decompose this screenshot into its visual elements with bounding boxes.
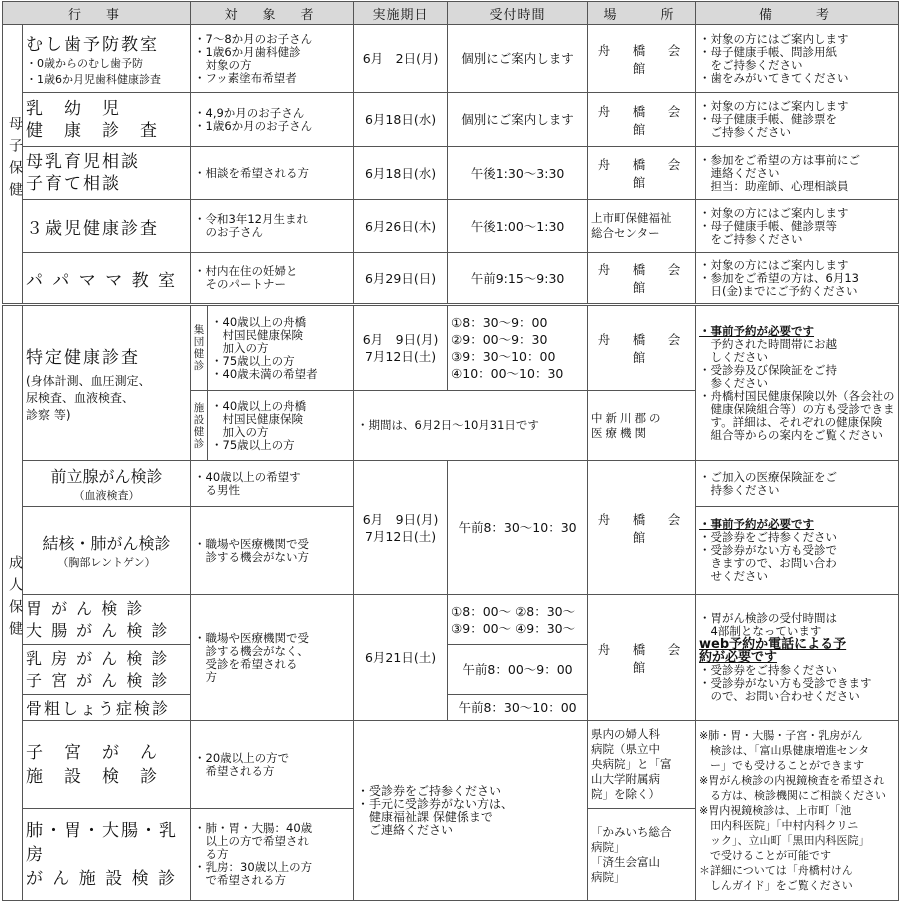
event-cell: ３歳児健康診査 — [23, 200, 191, 253]
target-cell: ・職場や医療機関で受 診する機会がなく、 受診を希望される 方 — [191, 595, 354, 721]
event-cell: 結核・肺がん検診 （胸部レントゲン） — [23, 507, 191, 595]
note-cell: ・事前予約が必要です 予約された時間帯にお越 しください ・受診券及び保険証をご持 参ください ・舟橋村国民健康保険以外（各会社の 健康保険組合等）の方も受診できま す。詳細は、それぞれの健康保険 組合等からの案内をご覧ください — [696, 305, 899, 461]
place-cell: 舟 橋 会 館 — [588, 253, 696, 305]
date-cell: 6月18日(水) — [354, 147, 448, 200]
table-row — [3, 461, 899, 507]
section-adult: 成人保健 — [3, 305, 23, 901]
target-cell: ・40歳以上の舟橋 村国民健康保険 加入の方 ・75歳以上の方 — [208, 391, 354, 461]
target-cell: ・職場や医療機関で受 診する機会がない方 — [191, 507, 354, 595]
place-cell: 中新川郡の 医療機関 — [588, 391, 696, 461]
date-cell: 6月21日(土) — [354, 595, 448, 721]
place-cell: 「かみいち総合 病院」 「済生会富山 病院」 — [588, 809, 696, 901]
event-cell: 特定健康診査 (身体計測、血圧測定、 尿検査、血液検査、 診察 等) — [23, 305, 191, 461]
table-row — [3, 25, 899, 93]
date-cell: 6月 2日(月) — [354, 25, 448, 93]
table-row — [3, 721, 899, 809]
date-cell: 6月29日(日) — [354, 253, 448, 305]
note-cell: ・対象の方にはご案内します ・母子健康手帳、健診票を ご持参ください — [696, 93, 899, 147]
table-row — [3, 147, 899, 200]
event-cell: パ パ マ マ 教 室 — [23, 253, 191, 305]
time-cell: ①8：00～ ②8：30～ ③9：00～ ④9：30～ — [448, 595, 588, 645]
schedule-table — [2, 1, 899, 901]
event-cell: 乳 房 が ん 検 診 子 宮 が ん 検 診 — [23, 645, 191, 695]
event-cell: 前立腺がん検診 （血液検査） — [23, 461, 191, 507]
note-cell: ・事前予約が必要です ・受診券をご持参ください ・受診券がない方も受診で きますので、お問い合わ せください — [696, 507, 899, 595]
note-cell: ・対象の方にはご案内します ・母子健康手帳、問診用紙 をご持参ください ・歯をみがいてきてください — [696, 25, 899, 93]
target-cell: ・令和3年12月生まれ のお子さん — [191, 200, 354, 253]
event-cell: 子 宮 が ん 施 設 検 診 — [23, 721, 191, 809]
note-cell: ・ご加入の医療保険証をご 持参ください — [696, 461, 899, 507]
header-note: 備 考 — [696, 2, 899, 25]
time-cell: 個別にご案内します — [448, 25, 588, 93]
note-cell: ・胃がん検診の受付時間は 4部制となっています web予約か電話による予 約が必要です ・受診券をご持参ください ・受診券がない方も受診できます ので、お問い合わせください — [696, 595, 899, 721]
event-cell: むし歯予防教室 ・0歳からのむし歯予防 ・1歳6か月児歯科健康診査 — [23, 25, 191, 93]
target-cell: ・40歳以上の舟橋 村国民健康保険 加入の方 ・75歳以上の方 ・40歳未満の希望者 — [208, 305, 354, 391]
time-cell: 午前8：30～10：30 — [448, 461, 588, 595]
target-cell: ・相談を希望される方 — [191, 147, 354, 200]
target-cell: ・村内在住の妊婦と そのパートナー — [191, 253, 354, 305]
event-cell: 乳 幼 児 健 康 診 査 — [23, 93, 191, 147]
target-cell: ・20歳以上の方で 希望される方 — [191, 721, 354, 809]
place-cell: 舟 橋 会 館 — [588, 305, 696, 391]
table-row — [3, 200, 899, 253]
date-cell: 6月 9日(月) 7月12日(土) — [354, 461, 448, 595]
place-cell: 舟 橋 会 館 — [588, 595, 696, 721]
target-cell: ・4,9か月のお子さん ・1歳6か月のお子さん — [191, 93, 354, 147]
note-cell: ・参加をご希望の方は事前にご 連絡ください 担当：助産師、心理相談員 — [696, 147, 899, 200]
event-cell: 母乳育児相談 子育て相談 — [23, 147, 191, 200]
target-cell: ・肺・胃・大腸：40歳 以上の方で希望され る方 ・乳房：30歳以上の方 で希望される方 — [191, 809, 354, 901]
place-cell: 上市町保健福祉 総合センター — [588, 200, 696, 253]
target-cell: ・7～8か月のお子さん ・1歳6か月歯科健診 対象の方 ・フッ素塗布希望者 — [191, 25, 354, 93]
event-cell: 肺・胃・大腸・乳房 が ん 施 設 検 診 — [23, 809, 191, 901]
header-row — [3, 2, 899, 25]
header-event: 行 事 — [3, 2, 191, 25]
time-cell: 午前8：30～10：00 — [448, 695, 588, 721]
place-cell: 県内の婦人科 病院（県立中 央病院」と「富 山大学附属病 院」を除く） — [588, 721, 696, 809]
period-cell: ・受診券をご持参ください ・手元に受診券がない方は、 健康福祉課 保健係まで ご連絡ください — [354, 721, 588, 901]
time-cell: ①8：30～9：00 ②9：00～9：30 ③9：30～10：00 ④10：00～10：30 — [448, 305, 588, 391]
place-cell: 舟 橋 会 館 — [588, 25, 696, 93]
place-cell: 舟 橋 会 館 — [588, 461, 696, 595]
header-place: 場 所 — [588, 2, 696, 25]
period-cell: ・期間は、6月2日～10月31日です — [354, 391, 588, 461]
table-row — [3, 253, 899, 305]
table-row — [3, 305, 899, 391]
sub-label: 集団健診 — [191, 305, 208, 391]
header-target: 対 象 者 — [191, 2, 354, 25]
date-cell: 6月26日(木) — [354, 200, 448, 253]
time-cell: 午前8：00～9：00 — [448, 645, 588, 695]
table-row — [3, 93, 899, 147]
event-cell: 骨粗しょう症検診 — [23, 695, 191, 721]
note-cell: ※肺・胃・大腸・子宮・乳房がん 検診は、「富山県健康増進センタ ー」でも受けることができます ※胃がん検診の内視鏡検査を希望され る方は、検診機関にご相談ください ※胃内視鏡検診は、上市町「池 田内科医院」「中村内科クリニ ック」、立山町「黒田内科医院」 で受けることが可能です ＊詳細については「舟橋村けん しんガイド」をご覧ください — [696, 721, 899, 901]
date-cell: 6月18日(水) — [354, 93, 448, 147]
note-cell: ・対象の方にはご案内します ・母子健康手帳、健診票等 をご持参ください — [696, 200, 899, 253]
target-cell: ・40歳以上の希望す る男性 — [191, 461, 354, 507]
place-cell: 舟 橋 会 館 — [588, 147, 696, 200]
time-cell: 午前9:15～9:30 — [448, 253, 588, 305]
time-cell: 午後1:30～3:30 — [448, 147, 588, 200]
header-date: 実施期日 — [354, 2, 448, 25]
date-cell: 6月 9日(月) 7月12日(土) — [354, 305, 448, 391]
header-time: 受付時間 — [448, 2, 588, 25]
place-cell: 舟 橋 会 館 — [588, 93, 696, 147]
time-cell: 個別にご案内します — [448, 93, 588, 147]
table-row — [3, 595, 899, 645]
time-cell: 午後1:00～1:30 — [448, 200, 588, 253]
note-cell: ・対象の方にはご案内します ・参加をご希望の方は、6月13 日(金)までにご予約ください — [696, 253, 899, 305]
section-maternal: 母子保健 — [3, 25, 23, 305]
sub-label: 施設健診 — [191, 391, 208, 461]
event-cell: 胃 が ん 検 診 大 腸 が ん 検 診 — [23, 595, 191, 645]
